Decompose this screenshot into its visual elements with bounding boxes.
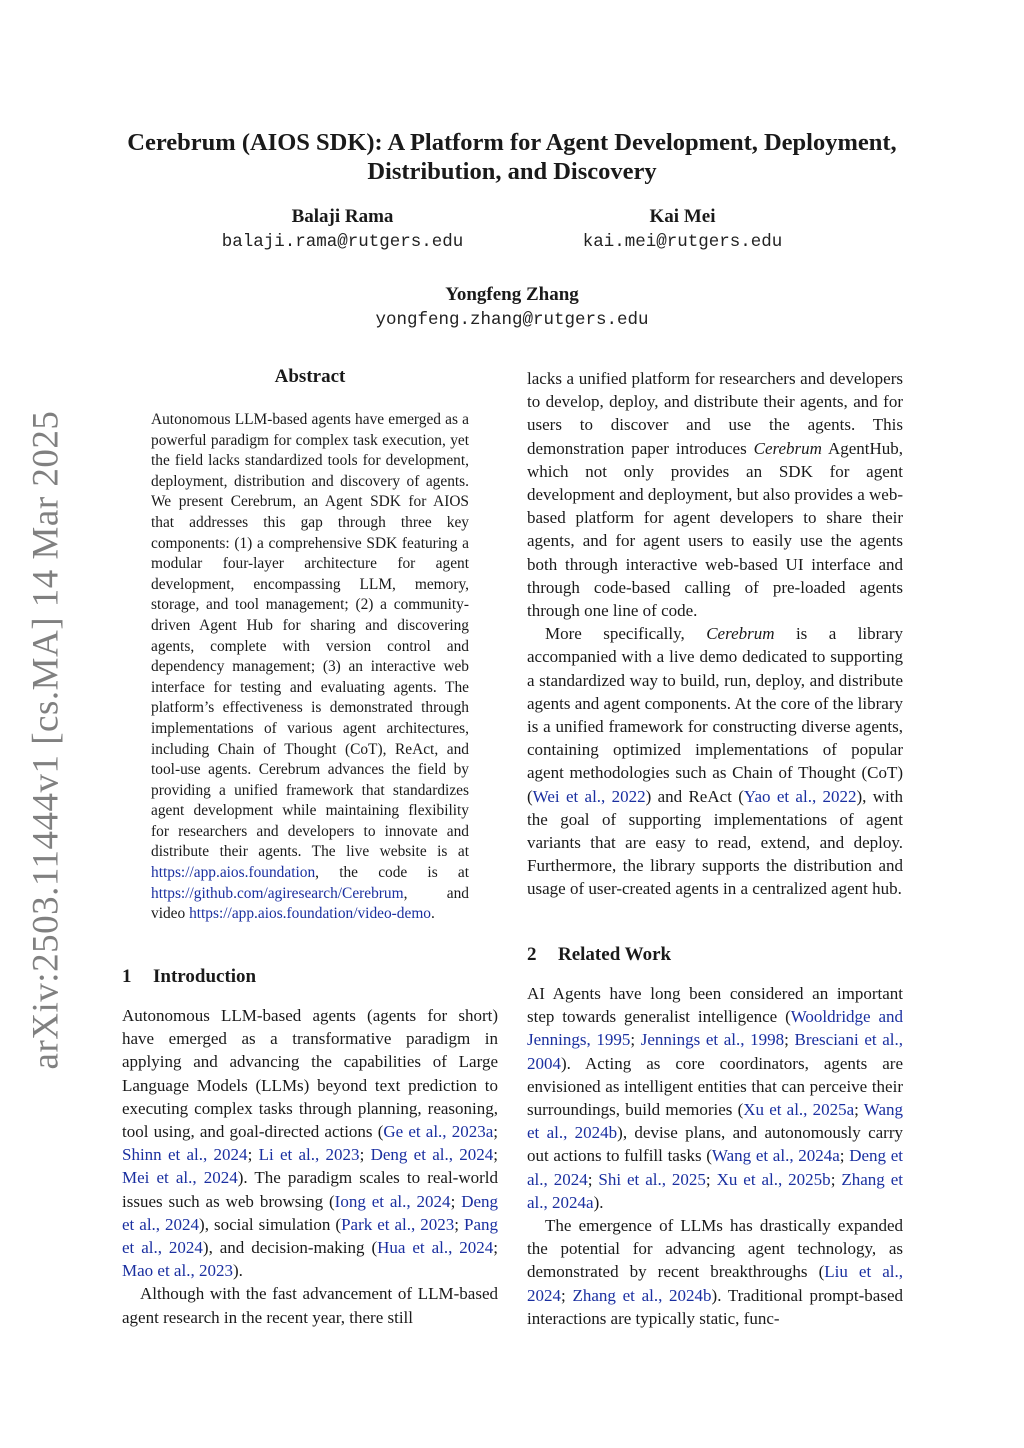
emphasis: Cerebrum [753, 438, 822, 458]
section-title: Introduction [153, 966, 257, 987]
citation-link[interactable]: Deng et al., 2024 [122, 1191, 499, 1234]
citation-link[interactable]: Pang et al., 2024 [122, 1214, 498, 1258]
emphasis: Cerebrum [706, 624, 775, 644]
code-link[interactable]: https://github.com/agiresearch/Cerebrum [151, 884, 404, 902]
related-work-column [527, 982, 903, 1330]
abstract-heading: Abstract [274, 366, 346, 387]
text-run: ), devise plans, and autonomously carry out actions to fulfill tasks ( [527, 1123, 903, 1166]
citation-link[interactable]: Bresciani et al., 2004 [527, 1030, 903, 1073]
citation-link[interactable]: Iong et al., 2024 [334, 1191, 451, 1211]
author-name: Yongfeng Zhang [445, 284, 579, 305]
text-run: ), social simulation ( [199, 1214, 342, 1234]
text-run: ), and decision-making ( [202, 1238, 378, 1258]
citation-link[interactable]: Shinn et al., 2024 [122, 1145, 248, 1165]
paragraph: Although with the fast advancement of LLM-based agent research in the recent year, there still [122, 1284, 498, 1327]
author-email: kai.mei@rutgers.edu [582, 232, 783, 252]
text-run: AI Agents have long been considered an important step towards generalist intelligence ( [527, 984, 903, 1027]
author-block [312, 283, 712, 333]
citation-link[interactable]: Wei et al., 2022 [532, 786, 646, 806]
abstract-text: . [431, 905, 435, 923]
text-run: ). Acting as core coordinators, agents are envisioned as intelligent entities that can perceive their surroundings, build memories ( [527, 1053, 903, 1120]
citation-link[interactable]: Mei et al., 2024 [122, 1168, 238, 1188]
author-block [180, 205, 505, 255]
citation-link[interactable]: Zhang et al., 2024b [572, 1285, 712, 1305]
citation-link[interactable]: Wang et al., 2024b [527, 1100, 903, 1143]
citation-link[interactable]: Ge et al., 2023a [383, 1122, 494, 1142]
citation-link[interactable]: Jennings et al., 1998 [640, 1030, 785, 1050]
arxiv-sidebar-stamp: arXiv:2503.11444v1 [cs.MA] 14 Mar 2025 [25, 410, 67, 1070]
citation-link[interactable]: Hua et al., 2024 [377, 1238, 494, 1258]
section-heading-related-work [527, 944, 671, 966]
paragraph: Autonomous LLM-based agents (agents for short) have emerged as a transformative paradigm in applying and advancing the capabilities of Large Language Models (LLMs) beyond text prediction to executing complex tasks through planning, reasoning, tool using, and goal-directed actions (Ge et al., 2023a; Shinn et al., 2024; Li et al., 2023; Deng et al., 2024; Mei et al., 2024). The paradigm scales to real-world issues such as web browsing (Iong et al., 2024; Deng et al., 2024), social simulation (Park et al., 2023; Pang et al., 2024), and decision-making (Hua et al., 2024; Mao et al., 2023). [122, 1006, 499, 1281]
section-heading-introduction [122, 966, 256, 988]
citation-link[interactable]: Wang et al., 2024a [711, 1146, 840, 1166]
text-run: Autonomous LLM-based agents (agents for short) have emerged as a transformative paradigm in applying and advancing the capabilities of Large Language Models (LLMs) beyond text prediction to executing complex tasks through planning, reasoning, tool using, and goal-directed actions ( [122, 1006, 498, 1142]
text-run: ). Traditional prompt-based interactions are typically static, func- [527, 1285, 903, 1328]
citation-link[interactable]: Liu et al., 2024 [527, 1262, 903, 1305]
text-run: More specifically, [545, 624, 685, 644]
author-email: yongfeng.zhang@rutgers.edu [375, 310, 649, 330]
section-number: 2 [527, 944, 537, 965]
paper-title: Cerebrum (AIOS SDK): A Platform for Agent Development, Deployment, Distribution, and Discovery [127, 129, 897, 185]
website-link[interactable]: https://app.aios.foundation [151, 864, 316, 882]
citation-link[interactable]: Park et al., 2023 [341, 1214, 455, 1234]
citation-link[interactable]: Xu et al., 2025a [743, 1100, 855, 1120]
text-run: ) and ReAct ( [645, 786, 744, 806]
text-run: The emergence of LLMs has drastically expanded the potential for advancing agent technology, as demonstrated by recent breakthroughs ( [527, 1216, 903, 1282]
section-number: 1 [122, 966, 132, 987]
author-name: Balaji Rama [291, 206, 394, 227]
citation-link[interactable]: Zhang et al., 2024a [527, 1169, 903, 1212]
text-run: AgentHub, which not only provides an SDK for agent development and deployment, but also provides a web-based platform for agent developers to share their agents, and for agent users to easily use the agents both through interactive web-based UI interface and through code-based calling of pre-loaded agents through one line of code. [527, 438, 904, 621]
text-run: ). [232, 1261, 243, 1281]
paragraph [527, 367, 903, 622]
citation-link[interactable]: Mao et al., 2023 [122, 1261, 233, 1281]
citation-link[interactable]: Yao et al., 2022 [743, 786, 857, 806]
paragraph: AI Agents have long been considered an important step towards generalist intelligence (Wooldridge and Jennings, 1995; Jennings et al., 1998; Bresciani et al., 2004). Acting as core coordinators, agents are envisioned as intelligent entities that can perceive their surroundings, build memories (Xu et al., 2025a; Wang et al., 2024b), devise plans, and autonomously carry out actions to fulfill tasks (Wang et al., 2024a; Deng et al., 2024; Shi et al., 2025; Xu et al., 2025b; Zhang et al., 2024a). [527, 984, 904, 1212]
abstract-body [151, 410, 469, 925]
citation-link[interactable]: Shi et al., 2025 [598, 1169, 706, 1189]
text-run: ), with the goal of supporting implementations of agent variants that are easy to read, extend, and deploy. Furthermore, the library supports the distribution and usage of user-created agents in a centralized agent hub. [527, 786, 903, 899]
abstract-text: Autonomous LLM-based agents have emerged as a powerful paradigm for complex task execution, yet the field lacks standardized tools for development, deployment, distribution and discovery of agents. We present Cerebrum, an Agent SDK for AIOS that addresses this gap through three key components: (1) a comprehensive SDK featuring a modular four-layer architecture for agent development, encompassing LLM, memory, storage, and tool management; (2) a community-driven Agent Hub for sharing and discovering agents, complete with version control and dependency management; (3) an interactive web interface for testing and evaluating agents. The platform’s effectiveness is demonstrated through implementations of various agent architectures, including Chain of Thought (CoT), ReAct, and tool-use agents. Cerebrum advances the field by providing a unified framework that standardizes agent development while maintaining flexibility for researchers and developers to innovate and distribute their agents. The live website is at [151, 411, 469, 861]
citation-link[interactable]: Deng et al., 2024 [370, 1145, 494, 1165]
citation-link[interactable]: Wooldridge and Jennings, 1995 [527, 1007, 904, 1050]
citation-link[interactable]: Xu et al., 2025b [716, 1169, 831, 1189]
citation-link[interactable]: Deng et al., 2024 [527, 1146, 903, 1189]
abstract-text: , the code is at [315, 864, 469, 882]
author-email: balaji.rama@rutgers.edu [221, 232, 464, 252]
text-run: ). [593, 1192, 604, 1212]
section-title: Related Work [558, 944, 672, 965]
abstract-text: , and video [151, 884, 469, 923]
text-run: is a library accompanied with a live demo dedicated to supporting a standardized way to build, run, deploy, and distribute agents and agent components. At the core of the library is a unified framework for constructing diverse agents, containing optimized implementations of popular agent methodologies such as Chain of Thought (CoT) ( [527, 624, 904, 806]
text-run: ). The paradigm scales to real-world issues such as web browsing ( [122, 1168, 499, 1211]
introduction-left-column [122, 1004, 498, 1329]
author-block [520, 205, 845, 255]
paragraph: The emergence of LLMs has drastically expanded the potential for advancing agent technology, as demonstrated by recent breakthroughs (Liu et al., 2024; Zhang et al., 2024b). Traditional prompt-based interactions are typically static, func- [527, 1216, 903, 1328]
paragraph [527, 622, 903, 900]
video-link[interactable]: https://app.aios.foundation/video-demo [189, 905, 431, 923]
introduction-right-column [527, 367, 903, 901]
author-name: Kai Mei [649, 206, 716, 227]
citation-link[interactable]: Li et al., 2023 [258, 1145, 360, 1165]
text-run: lacks a unified platform for researchers and developers to develop, deploy, and distribute their agents, and for users to discover and use the agents. This demonstration paper introduces [527, 369, 903, 458]
